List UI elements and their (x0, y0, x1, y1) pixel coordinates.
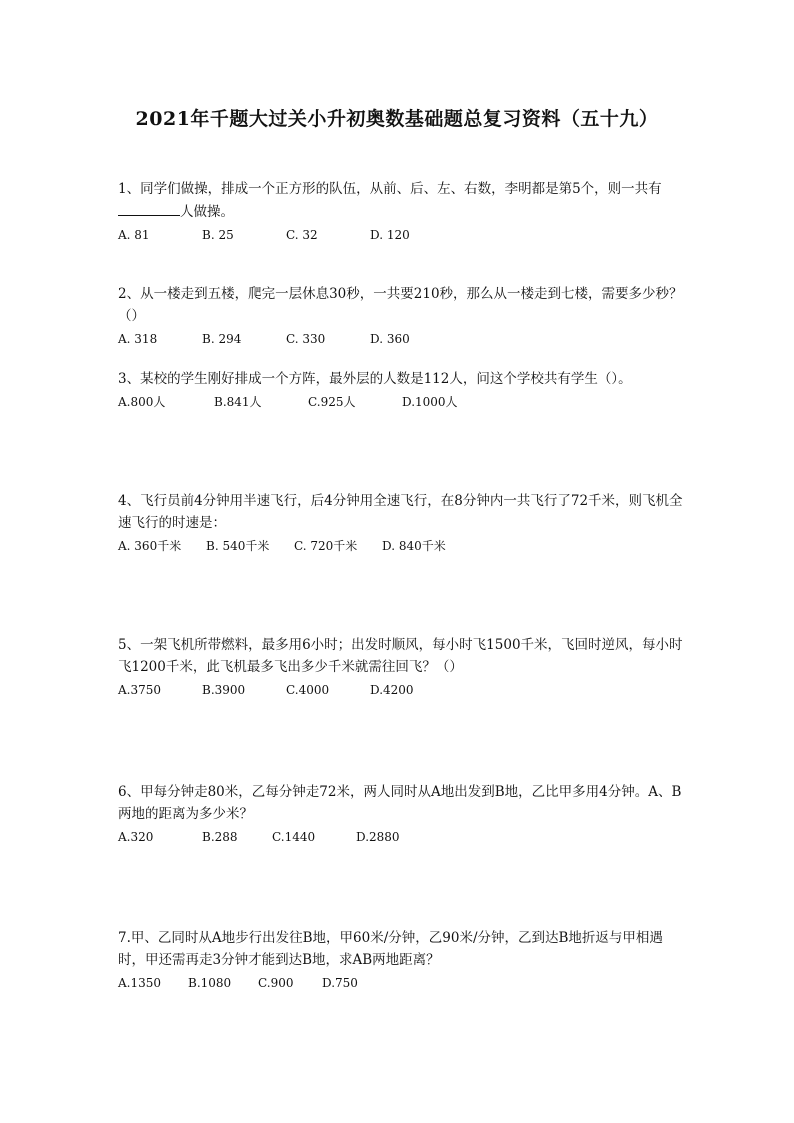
options-row (118, 537, 683, 555)
option-c: C. 720千米 (294, 539, 358, 553)
option-b: B.288 (202, 830, 238, 844)
option-d: D. 360 (370, 332, 410, 346)
option-d: D.750 (322, 976, 358, 990)
option-b: B.1080 (188, 976, 232, 990)
question-text: 5、一架飞机所带燃料，最多用6小时；出发时顺风，每小时飞1500千米，飞回时逆风，每小时飞1200千米，此飞机最多飞出多少千米就需往回飞？（） (118, 637, 683, 675)
question-3 (118, 368, 683, 411)
option-a: A. 81 (118, 228, 150, 242)
option-a: A. 318 (118, 332, 158, 346)
option-b: B. 294 (202, 332, 242, 346)
question-text (118, 178, 683, 223)
question-5 (118, 634, 683, 699)
question-text-part: 1、同学们做操，排成一个正方形的队伍，从前、后、左、右数，李明都是第5个，则一共有 (118, 181, 662, 197)
question-2 (118, 283, 683, 348)
option-b: B. 540千米 (206, 539, 270, 553)
option-a: A.1350 (118, 976, 162, 990)
option-b: B. 25 (202, 228, 234, 242)
option-c: C.925人 (308, 395, 356, 409)
option-d: D.2880 (356, 830, 400, 844)
option-d: D.4200 (370, 683, 414, 697)
question-text: 6、甲每分钟走80米，乙每分钟走72米，两人同时从A地出发到B地，乙比甲多用4分钟。A、B两地的距离为多少米？ (118, 784, 682, 822)
option-c: C.1440 (272, 830, 316, 844)
option-c: C. 330 (286, 332, 326, 346)
option-c: C.4000 (286, 683, 330, 697)
options-row (118, 226, 683, 244)
question-1 (118, 178, 683, 244)
question-4 (118, 490, 683, 555)
option-a: A.800人 (118, 395, 166, 409)
option-d: D. 120 (370, 228, 410, 242)
option-a: A.3750 (118, 683, 162, 697)
question-text: 2、从一楼走到五楼，爬完一层休息30秒，一共要210秒，那么从一楼走到七楼，需要多少秒？（） (118, 286, 683, 324)
option-b: B.841人 (214, 395, 262, 409)
options-row (118, 681, 683, 699)
option-d: D. 840千米 (382, 539, 446, 553)
options-row (118, 393, 683, 411)
options-row (118, 330, 683, 348)
options-row (118, 974, 683, 992)
option-c: C.900 (258, 976, 294, 990)
option-b: B.3900 (202, 683, 246, 697)
question-text: 7.甲、乙同时从A地步行出发往B地，甲60米/分钟，乙90米/分钟，乙到达B地折返与甲相遇时，甲还需再走3分钟才能到达B地，求AB两地距离？ (118, 930, 663, 968)
question-7 (118, 927, 683, 992)
document-title: 2021年千题大过关小升初奥数基础题总复习资料（五十九） (135, 108, 659, 130)
answer-blank (118, 200, 180, 216)
question-text-part: 人做操。 (180, 204, 234, 220)
question-text: 3、某校的学生刚好排成一个方阵，最外层的人数是112人，问这个学校共有学生（）。 (118, 371, 632, 387)
option-a: A.320 (118, 830, 154, 844)
option-c: C. 32 (286, 228, 318, 242)
options-row (118, 828, 683, 846)
option-a: A. 360千米 (118, 539, 182, 553)
question-6 (118, 781, 683, 846)
option-d: D.1000人 (402, 395, 458, 409)
question-text: 4、飞行员前4分钟用半速飞行，后4分钟用全速飞行，在8分钟内一共飞行了72千米，则飞机全速飞行的时速是： (118, 493, 683, 531)
